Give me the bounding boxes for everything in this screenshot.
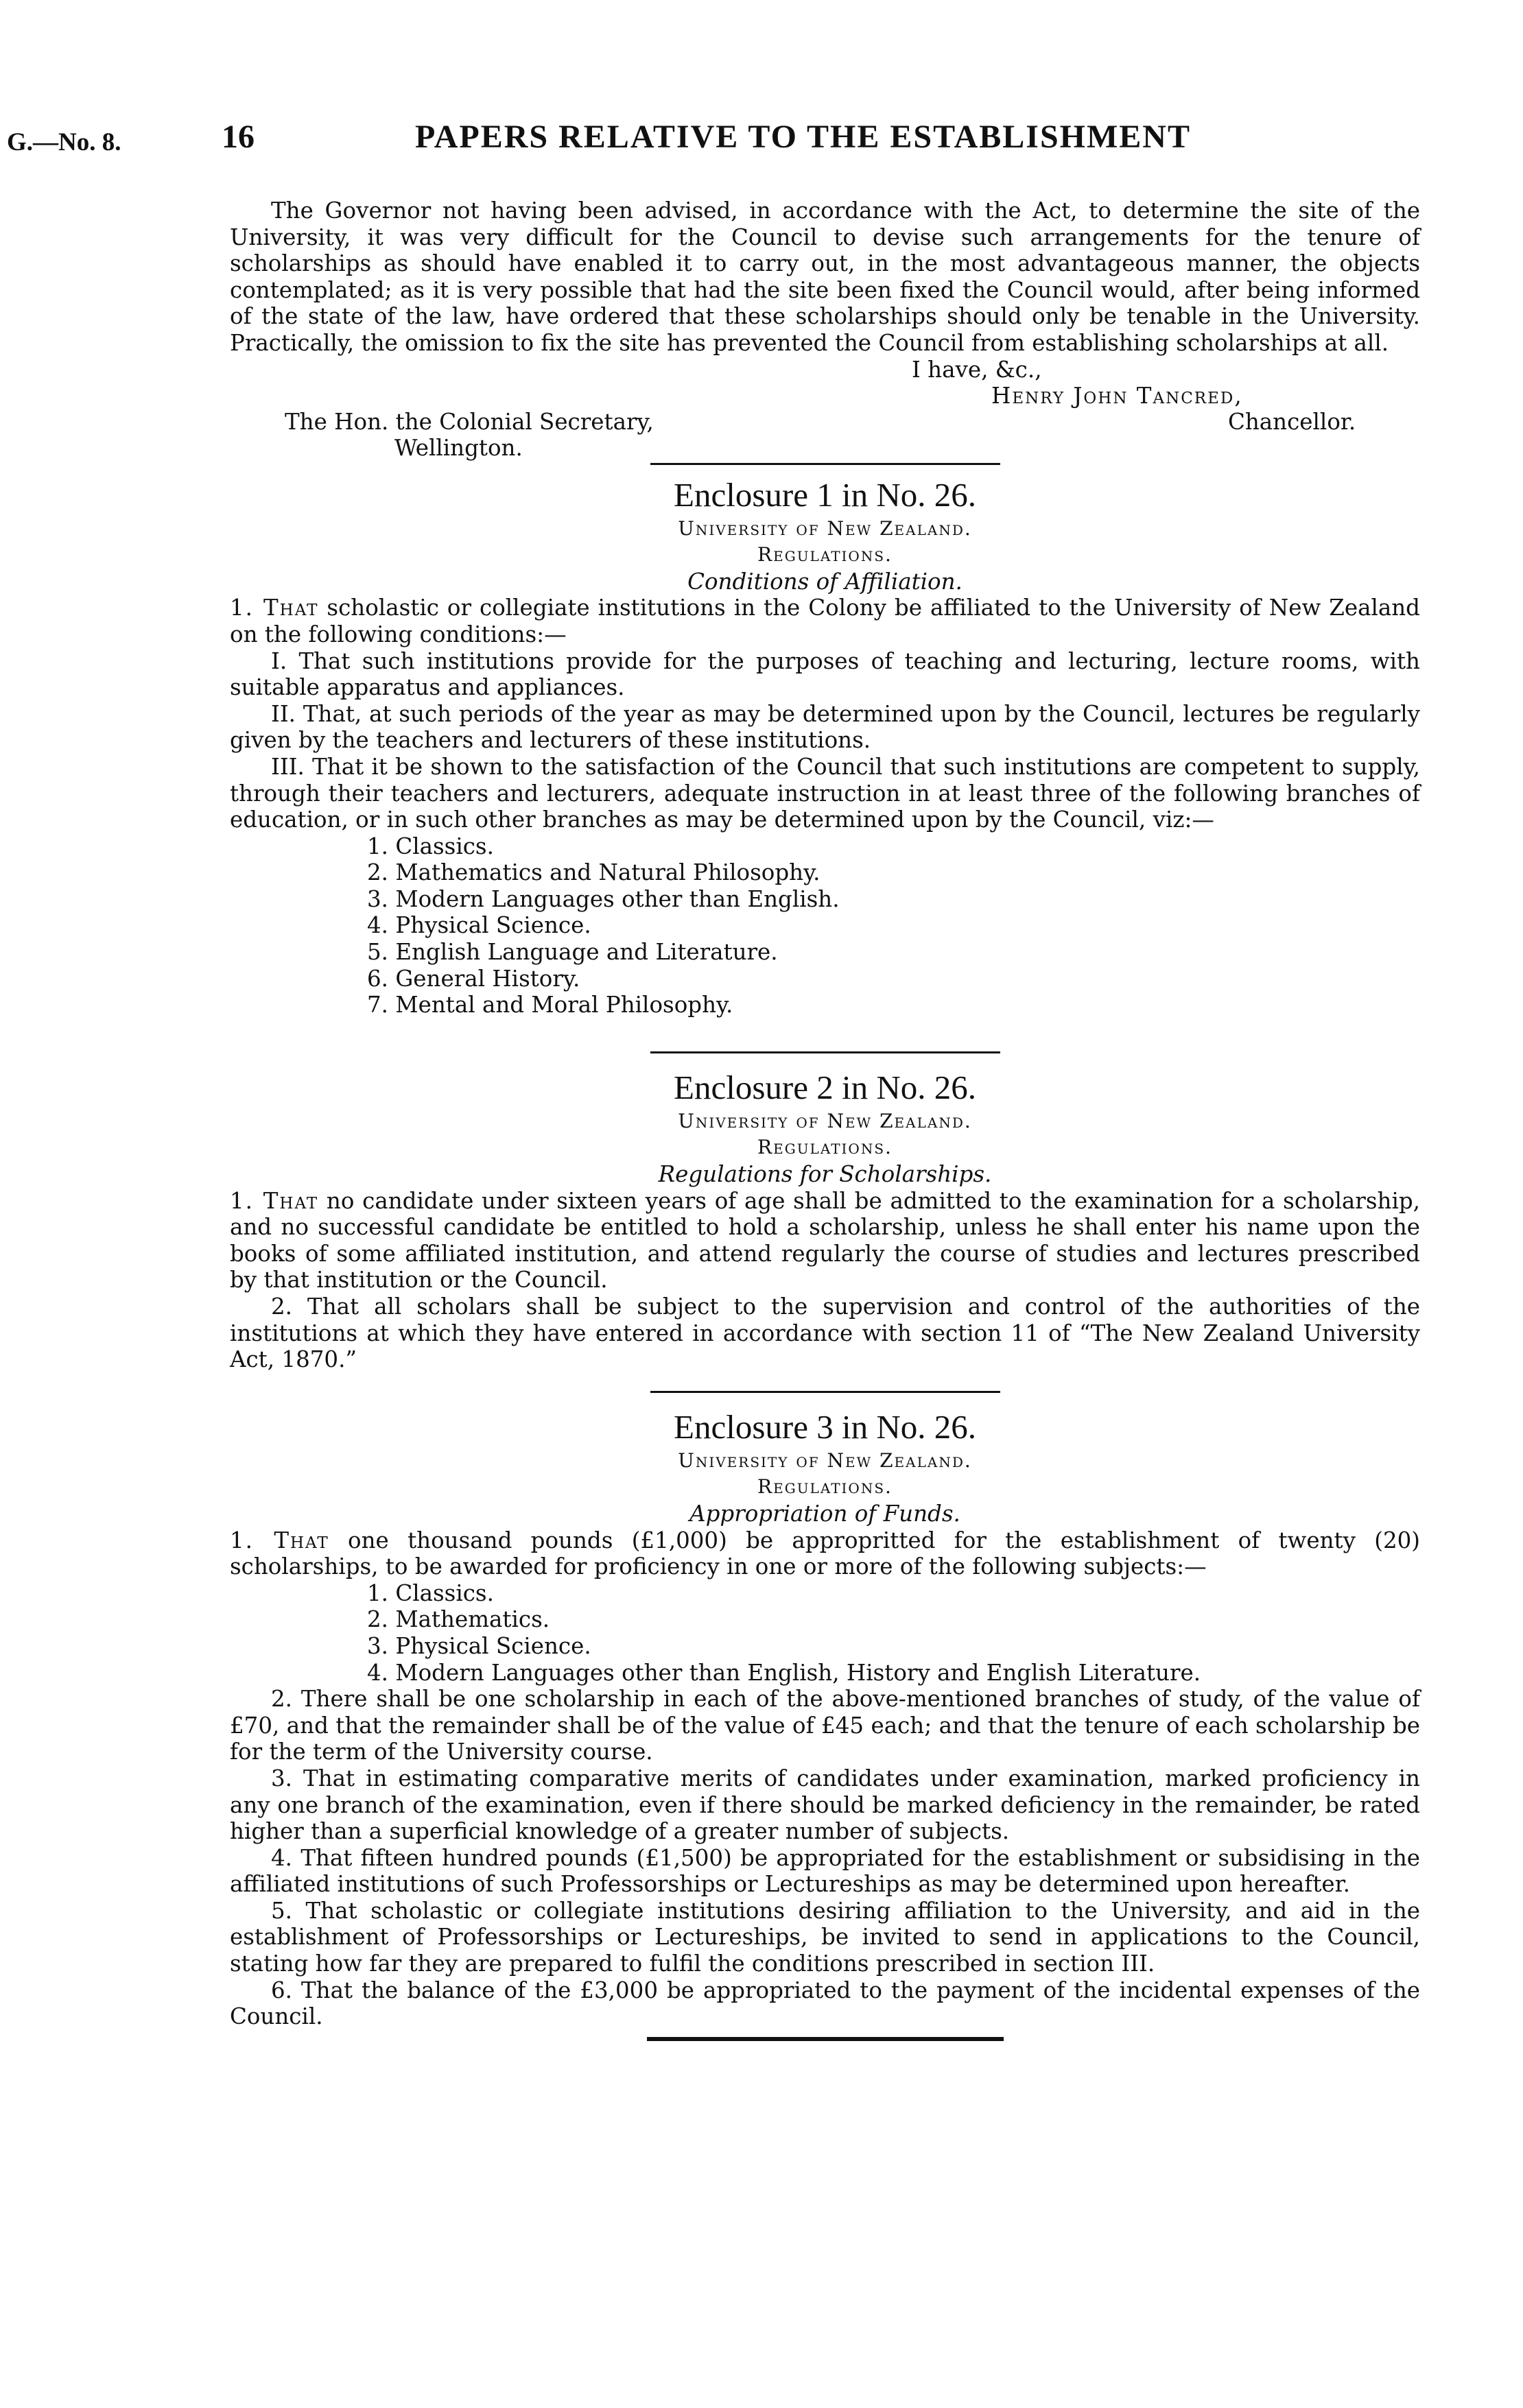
page-header [7,113,1420,156]
letter-paragraph: The Governor not having been advised, in accordance with the Act, to determine the site of the University, it was very difficult for the Council to devise such arrangements for the tenure of scholarships as should have enabled it to carry out, in the most advantageous manner, the objects contemplated; as it is very possible that had the site been fixed the Council would, after being informed of the state of the law, have ordered that these scholarships should only be tenable in the University. Practically, the omission to fix the site has prevented the Council from establishing scholarships at all. [230,198,1420,356]
paragraph-lead: 1. That [230,595,319,621]
list-item: 4. Modern Languages other than English, History and English Literature. [367,1659,1201,1686]
running-title: PAPERS RELATIVE TO THE ESTABLISHMENT [415,119,1191,155]
addressee-place: Wellington. [394,434,523,461]
section-divider [650,1391,1000,1393]
paragraph-lead: 1. That [230,1527,329,1553]
end-rule [647,2037,1004,2041]
regulations-label: Regulations. [757,1475,893,1499]
regulation-paragraph: 6. That the balance of the £3,000 be appropriated to the payment of the incidental expenses of the Council. [230,1977,1420,2030]
regulations-label: Regulations. [757,543,893,567]
condition-2: II. That, at such periods of the year as may be determined upon by the Council, lectures be regularly given by the teachers and lecturers of these institutions. [230,700,1420,754]
list-item: 1. Classics. [367,833,494,859]
enclosure-heading: Enclosure 3 in No. 26. [674,1407,976,1446]
condition-3: III. That it be shown to the satisfaction of the Council that such institutions are competent to supply, through their teachers and lecturers, adequate instruction in at least three of the following branches of education, or in such other branches as may be determined upon by the Council, viz:— [230,753,1420,833]
condition-1: I. That such institutions provide for the purposes of teaching and lecturing, lecture rooms, with suitable apparatus and appliances. [230,647,1420,701]
list-item: 3. Modern Languages other than English. [367,885,840,912]
paragraph-lead: 1. That [230,1187,319,1214]
section-divider [650,1051,1000,1053]
letter-closing: I have, &c., [912,356,1042,383]
list-item: 2. Mathematics. [367,1606,550,1633]
regulation-paragraph [230,1527,1420,1580]
section-topic: Conditions of Affiliation. [687,568,963,595]
regulation-paragraph [230,595,1420,647]
regulation-paragraph: 2. There shall be one scholarship in each of the above-mentioned branches of study, of the value of £70, and that the remainder shall be of the value of £45 each; and that the tenure of each scholarship be for the term of the University course. [230,1686,1420,1765]
regulation-paragraph: 2. That all scholars shall be subject to the supervision and control of the authorities of the institutions at which they have entered in accordance with section 11 of “The New Zealand University Act, 1870.” [230,1294,1420,1373]
document-reference: G.—No. 8. [7,128,121,156]
list-item: 4. Physical Science. [367,912,591,939]
enclosure-1 [230,475,1420,1018]
page-number: 16 [222,119,255,155]
regulation-paragraph [230,1188,1420,1294]
list-item: 1. Classics. [367,1579,494,1606]
enclosure-heading: Enclosure 1 in No. 26. [674,475,976,514]
regulations-label: Regulations. [757,1136,893,1159]
subjects-list [230,1580,1420,1686]
institution-name: University of New Zealand. [678,1449,972,1472]
regulation-paragraph: 3. That in estimating comparative merits of candidates under examination, marked proficiency in any one branch of the examination, even if there should be marked deficiency in the remainder, be rated higher than a superficial knowledge of a greater number of subjects. [230,1765,1420,1845]
enclosure-3 [230,1407,1420,2030]
list-item: 7. Mental and Moral Philosophy. [367,992,733,1018]
regulation-paragraph: 5. That scholastic or collegiate institutions desiring affiliation to the University, and aid in the establishment of Professorships or Lectureships, be invited to send in applications to the Council, stating how far they are prepared to fulfil the conditions prescribed in section III. [230,1897,1420,1977]
signatory-title: Chancellor. [1228,408,1356,435]
addressee: The Hon. the Colonial Secretary, [285,408,654,435]
institution-name: University of New Zealand. [678,1109,972,1132]
page-body [230,198,1420,2041]
enclosure-2 [230,1067,1420,1373]
signature-block [230,357,1420,463]
section-divider [650,463,1000,465]
paragraph-text: no candidate under sixteen years of age shall be admitted to the examination for a scholarship, and no successful candidate be entitled to hold a scholarship, unless he shall enter his name upon the books of some affiliated institution, and attend regularly the course of studies and lectures prescribed by that institution or the Council. [230,1187,1420,1294]
paragraph-text: scholastic or collegiate institutions in the Colony be affiliated to the University of New Zealand on the following conditions:— [230,595,1420,647]
list-item: 2. Mathematics and Natural Philosophy. [367,859,820,886]
list-item: 3. Physical Science. [367,1632,591,1659]
section-topic: Regulations for Scholarships. [658,1161,992,1188]
list-item: 6. General History. [367,965,580,992]
enclosure-heading: Enclosure 2 in No. 26. [674,1068,976,1106]
signatory-name: Henry John Tancred, [991,382,1243,409]
paragraph-text: one thousand pounds (£1,000) be appropritted for the establishment of twenty (20) scholarships, to be awarded for proficiency in one or more of the following subjects:— [230,1527,1420,1580]
institution-name: University of New Zealand. [678,516,972,540]
branches-list [230,833,1420,1018]
regulation-paragraph: 4. That fifteen hundred pounds (£1,500) be appropriated for the establishment or subsidising in the affiliated institutions of such Professorships or Lectureships as may be determined upon hereafter. [230,1844,1420,1898]
list-item: 5. English Language and Literature. [367,939,778,966]
section-topic: Appropriation of Funds. [689,1500,960,1527]
